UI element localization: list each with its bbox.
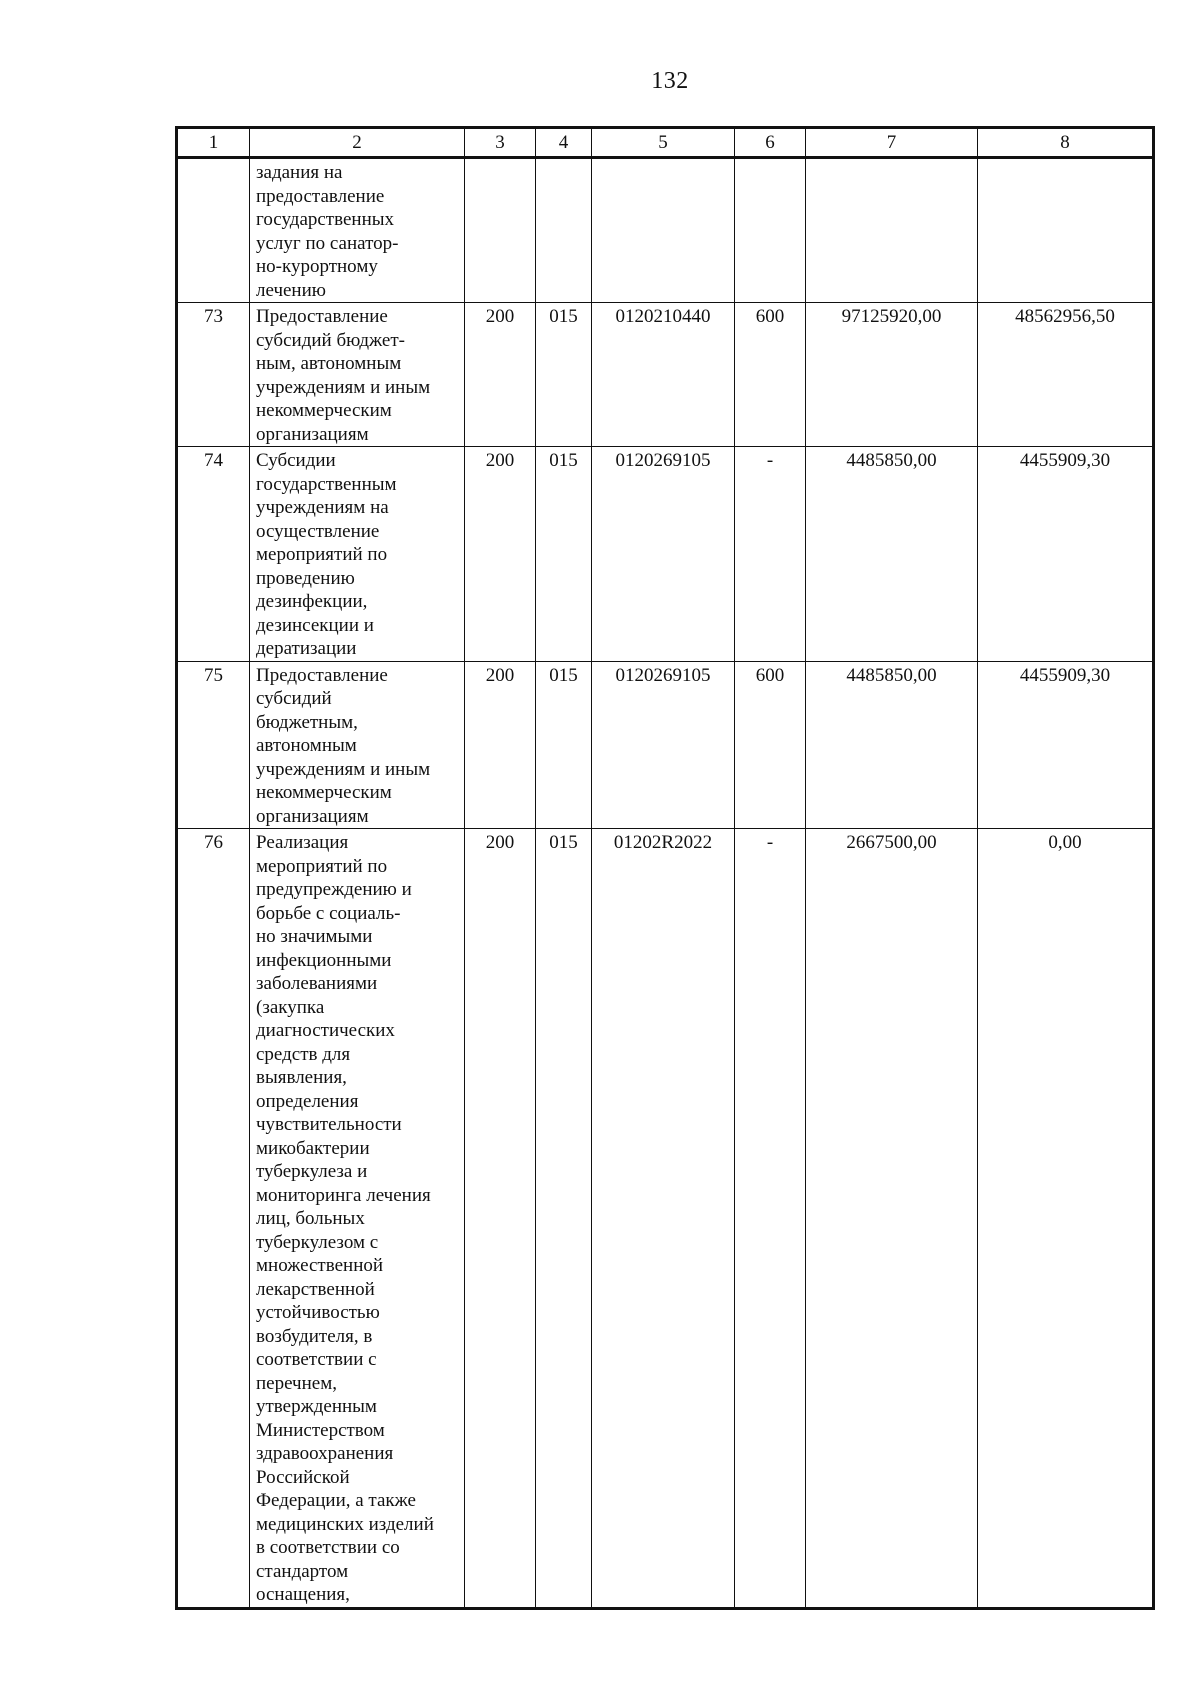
item-name-line: возбудителя, в bbox=[256, 1325, 373, 1347]
item-name-cell bbox=[250, 447, 465, 662]
item-name-line: в соответствии со bbox=[256, 1537, 400, 1558]
item-name-line: множественной bbox=[256, 1255, 384, 1276]
budget-table bbox=[177, 128, 1153, 1608]
page-number: 132 bbox=[651, 68, 689, 94]
item-name-line: некоммерческим bbox=[256, 782, 392, 803]
item-name-line: микобактерии bbox=[256, 1137, 370, 1159]
item-name-line: проведению bbox=[256, 567, 355, 589]
column-header: 6 bbox=[735, 129, 806, 158]
item-name-line: средств для bbox=[256, 1043, 351, 1065]
subsection-code-cell bbox=[536, 158, 592, 303]
item-name-cell bbox=[250, 303, 465, 447]
item-name-line: утвержденным bbox=[256, 1396, 377, 1417]
item-name-line: Российской bbox=[256, 1466, 350, 1488]
column-number-header-row bbox=[178, 129, 1153, 158]
target-article-cell bbox=[592, 158, 735, 303]
item-name-line: но значимыми bbox=[256, 926, 373, 947]
item-name-line: стандартом bbox=[256, 1560, 349, 1582]
subsection-code-cell: 015 bbox=[536, 661, 592, 829]
item-name-line: лиц, больных bbox=[256, 1208, 365, 1229]
section-code-cell: 200 bbox=[465, 447, 536, 662]
item-name-line: государственным bbox=[256, 473, 397, 495]
column-header: 2 bbox=[250, 129, 465, 158]
item-name-line: чувствительности bbox=[256, 1114, 402, 1135]
table-row bbox=[178, 447, 1153, 662]
column-header: 1 bbox=[178, 129, 250, 158]
expense-type-cell: - bbox=[735, 447, 806, 662]
item-name-cell bbox=[250, 829, 465, 1608]
table-body bbox=[178, 158, 1153, 1608]
item-name-line: автономным bbox=[256, 735, 357, 756]
item-name-line: (закупка bbox=[256, 996, 325, 1018]
approved-amount-cell: 4485850,00 bbox=[806, 447, 978, 662]
item-name-line: лечению bbox=[256, 279, 326, 301]
item-name-line: организациям bbox=[256, 805, 369, 827]
item-name-line: диагностических bbox=[256, 1020, 395, 1041]
item-name-line: но-курортному bbox=[256, 256, 378, 277]
item-name-cell bbox=[250, 158, 465, 303]
target-article-cell: 0120269105 bbox=[592, 447, 735, 662]
column-header: 7 bbox=[806, 129, 978, 158]
item-name-line: предупреждению и bbox=[256, 879, 412, 900]
section-code-cell: 200 bbox=[465, 661, 536, 829]
executed-amount-cell: 4455909,30 bbox=[978, 447, 1153, 662]
column-header: 5 bbox=[592, 129, 735, 158]
approved-amount-cell bbox=[806, 158, 978, 303]
item-name-line: Субсидии bbox=[256, 450, 336, 471]
column-header: 3 bbox=[465, 129, 536, 158]
target-article-cell: 0120210440 bbox=[592, 303, 735, 447]
section-code-cell: 200 bbox=[465, 303, 536, 447]
item-name-line: Предоставление bbox=[256, 664, 388, 686]
subsection-code-cell: 015 bbox=[536, 829, 592, 1608]
expense-type-cell: 600 bbox=[735, 303, 806, 447]
row-number-cell: 74 bbox=[178, 447, 250, 662]
executed-amount-cell bbox=[978, 158, 1153, 303]
column-header: 4 bbox=[536, 129, 592, 158]
item-name-line: ным, автономным bbox=[256, 353, 402, 374]
item-name-line: мероприятий по bbox=[256, 544, 388, 565]
subsection-code-cell: 015 bbox=[536, 303, 592, 447]
item-name-line: оснащения, bbox=[256, 1584, 350, 1605]
item-name-line: учреждениям и иным bbox=[256, 758, 431, 780]
item-name-line: предоставление bbox=[256, 185, 385, 207]
item-name-line: учреждениям на bbox=[256, 497, 389, 518]
approved-amount-cell: 4485850,00 bbox=[806, 661, 978, 829]
section-code-cell: 200 bbox=[465, 829, 536, 1608]
item-name-line: бюджетным, bbox=[256, 711, 358, 733]
item-name-line: государственных bbox=[256, 209, 395, 230]
table-row bbox=[178, 158, 1153, 303]
item-name-line: Реализация bbox=[256, 832, 349, 853]
item-name-line: субсидий bbox=[256, 688, 332, 709]
expense-type-cell: - bbox=[735, 829, 806, 1608]
item-name-line: Федерации, а также bbox=[256, 1490, 416, 1511]
row-number-cell: 73 bbox=[178, 303, 250, 447]
column-header: 8 bbox=[978, 129, 1153, 158]
item-name-line: задания на bbox=[256, 162, 343, 183]
item-name-line: устойчивостью bbox=[256, 1302, 380, 1323]
item-name-line: перечнем, bbox=[256, 1372, 337, 1394]
item-name-line: дезинфекции, bbox=[256, 591, 368, 612]
item-name-line: здравоохранения bbox=[256, 1443, 394, 1464]
expense-type-cell bbox=[735, 158, 806, 303]
item-name-line: борьбе с социаль- bbox=[256, 902, 401, 924]
item-name-line: туберкулезом с bbox=[256, 1231, 379, 1253]
row-number-cell bbox=[178, 158, 250, 303]
item-name-line: инфекционными bbox=[256, 949, 392, 971]
item-name-line: заболеваниями bbox=[256, 973, 378, 994]
item-name-line: дератизации bbox=[256, 638, 357, 659]
item-name-line: выявления, bbox=[256, 1067, 347, 1088]
approved-amount-cell: 2667500,00 bbox=[806, 829, 978, 1608]
table-row bbox=[178, 303, 1153, 447]
approved-amount-cell: 97125920,00 bbox=[806, 303, 978, 447]
table-row bbox=[178, 661, 1153, 829]
row-number-cell: 76 bbox=[178, 829, 250, 1608]
executed-amount-cell: 48562956,50 bbox=[978, 303, 1153, 447]
item-name-line: Предоставление bbox=[256, 306, 388, 327]
executed-amount-cell: 0,00 bbox=[978, 829, 1153, 1608]
item-name-line: осуществление bbox=[256, 520, 380, 542]
item-name-line: Министерством bbox=[256, 1419, 385, 1441]
item-name-line: соответствии с bbox=[256, 1349, 377, 1370]
item-name-line: лекарственной bbox=[256, 1278, 375, 1300]
item-name-line: туберкулеза и bbox=[256, 1161, 368, 1182]
expense-type-cell: 600 bbox=[735, 661, 806, 829]
item-name-line: организациям bbox=[256, 423, 369, 445]
item-name-line: мероприятий по bbox=[256, 855, 388, 877]
item-name-line: услуг по санатор- bbox=[256, 232, 399, 254]
table-row bbox=[178, 829, 1153, 1608]
item-name-line: дезинсекции и bbox=[256, 614, 374, 636]
item-name-line: определения bbox=[256, 1090, 359, 1112]
section-code-cell bbox=[465, 158, 536, 303]
item-name-line: некоммерческим bbox=[256, 400, 392, 421]
item-name-line: субсидий бюджет- bbox=[256, 329, 405, 351]
target-article-cell: 01202R2022 bbox=[592, 829, 735, 1608]
executed-amount-cell: 4455909,30 bbox=[978, 661, 1153, 829]
target-article-cell: 0120269105 bbox=[592, 661, 735, 829]
subsection-code-cell: 015 bbox=[536, 447, 592, 662]
item-name-line: медицинских изделий bbox=[256, 1513, 434, 1535]
item-name-cell bbox=[250, 661, 465, 829]
item-name-line: мониторинга лечения bbox=[256, 1184, 431, 1206]
item-name-line: учреждениям и иным bbox=[256, 376, 431, 398]
row-number-cell: 75 bbox=[178, 661, 250, 829]
